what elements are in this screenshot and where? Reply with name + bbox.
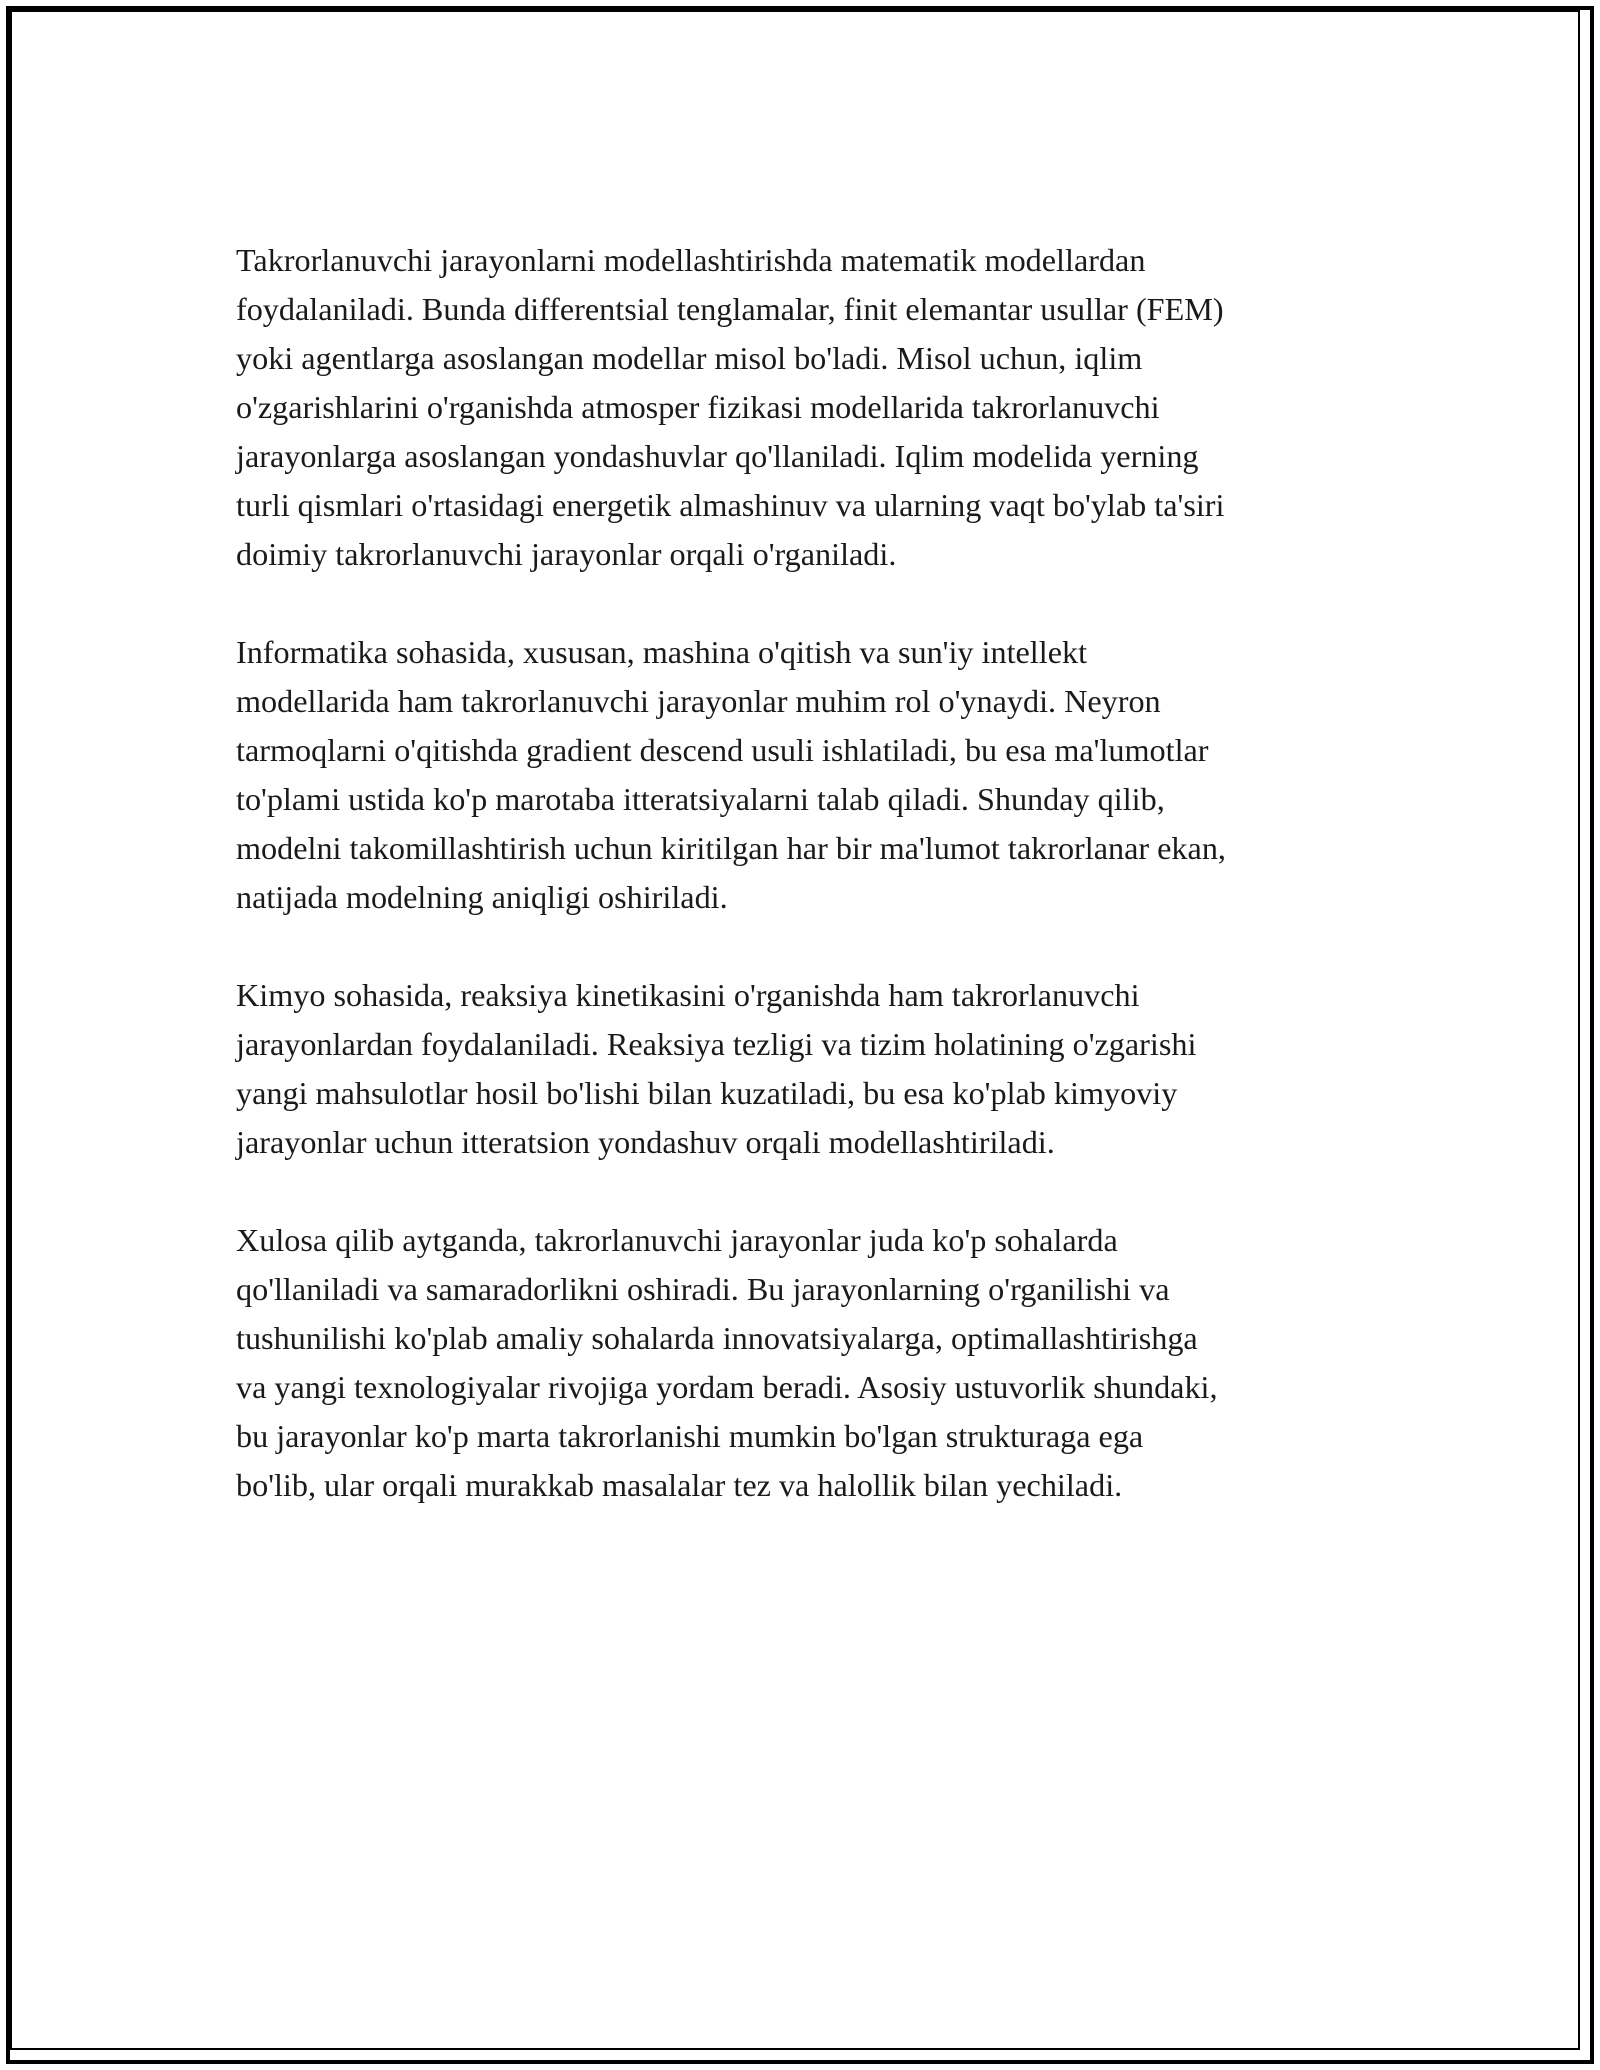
text-line: yangi mahsulotlar hosil bo'lishi bilan kuzatiladi, bu esa ko'plab kimyoviy: [236, 1075, 1178, 1111]
text-line: doimiy takrorlanuvchi jarayonlar orqali o'rganiladi.: [236, 536, 897, 572]
paragraph-3: [236, 971, 1366, 1167]
text-line: jarayonlarga asoslangan yondashuvlar qo'llaniladi. Iqlim modelida yerning: [236, 438, 1199, 474]
paragraph-4: [236, 1216, 1366, 1510]
text-line: natijada modelning aniqligi oshiriladi.: [236, 879, 728, 915]
text-line: bu jarayonlar ko'p marta takrorlanishi mumkin bo'lgan strukturaga ega: [236, 1418, 1144, 1454]
text-line: Kimyo sohasida, reaksiya kinetikasini o'rganishda ham takrorlanuvchi: [236, 977, 1140, 1013]
text-line: jarayonlar uchun itteratsion yondashuv orqali modellashtiriladi.: [236, 1124, 1055, 1160]
text-line: o'zgarishlarini o'rganishda atmosper fizikasi modellarida takrorlanuvchi: [236, 389, 1160, 425]
paragraph-1: [236, 236, 1366, 579]
document-body: [236, 236, 1366, 1559]
text-line: tarmoqlarni o'qitishda gradient descend usuli ishlatiladi, bu esa ma'lumotlar: [236, 732, 1209, 768]
paragraph-2: [236, 628, 1366, 922]
text-line: modellarida ham takrorlanuvchi jarayonlar muhim rol o'ynaydi. Neyron: [236, 683, 1161, 719]
text-line: modelni takomillashtirish uchun kiritilgan har bir ma'lumot takrorlanar ekan,: [236, 830, 1226, 866]
text-line: qo'llaniladi va samaradorlikni oshiradi. Bu jarayonlarning o'rganilishi va: [236, 1271, 1170, 1307]
text-line: jarayonlardan foydalaniladi. Reaksiya tezligi va tizim holatining o'zgarishi: [236, 1026, 1197, 1062]
text-line: tushunilishi ko'plab amaliy sohalarda innovatsiyalarga, optimallashtirishga: [236, 1320, 1198, 1356]
text-line: yoki agentlarga asoslangan modellar misol bo'ladi. Misol uchun, iqlim: [236, 340, 1143, 376]
text-line: foydalaniladi. Bunda differentsial tenglamalar, finit elemantar usullar (FEM): [236, 291, 1224, 327]
text-line: bo'lib, ular orqali murakkab masalalar tez va halollik bilan yechiladi.: [236, 1467, 1123, 1503]
text-line: Xulosa qilib aytganda, takrorlanuvchi jarayonlar juda ko'p sohalarda: [236, 1222, 1118, 1258]
text-line: Takrorlanuvchi jarayonlarni modellashtirishda matematik modellardan: [236, 242, 1146, 278]
text-line: Informatika sohasida, xususan, mashina o'qitish va sun'iy intellekt: [236, 634, 1088, 670]
text-line: to'plami ustida ko'p marotaba itteratsiyalarni talab qiladi. Shunday qilib,: [236, 781, 1165, 817]
text-line: turli qismlari o'rtasidagi energetik almashinuv va ularning vaqt bo'ylab ta'siri: [236, 487, 1225, 523]
text-line: va yangi texnologiyalar rivojiga yordam beradi. Asosiy ustuvorlik shundaki,: [236, 1369, 1218, 1405]
